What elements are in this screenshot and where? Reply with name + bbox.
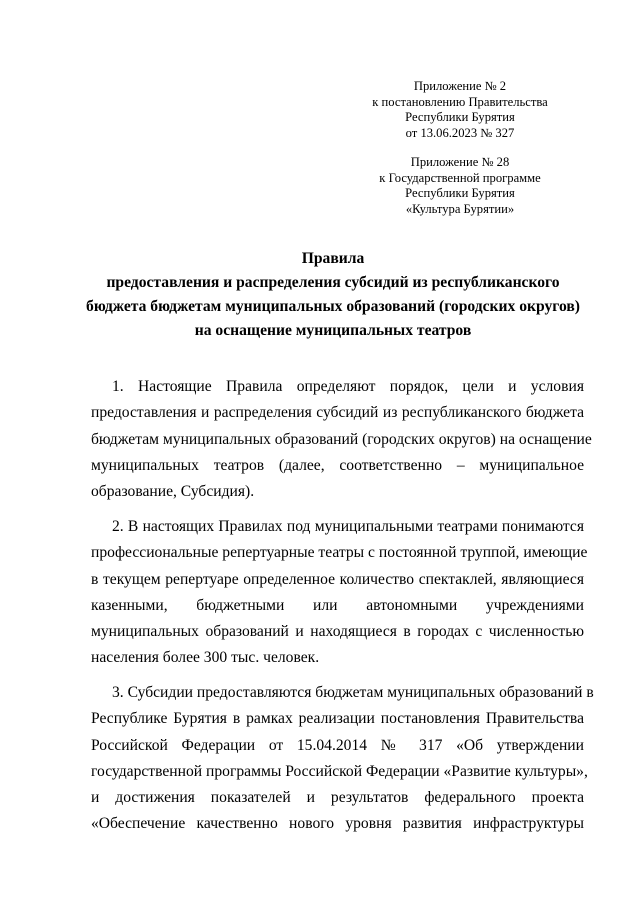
- title-line: предоставления и распределения субсидий из республиканского: [106, 274, 560, 291]
- appendix-2-line: к Государственной программе: [379, 170, 541, 185]
- paragraph-1: [91, 374, 592, 505]
- title-line: Правила: [301, 250, 365, 267]
- paragraph-3: [91, 680, 594, 838]
- title-line: бюджета бюджетам муниципальных образований (городских округов): [86, 298, 580, 315]
- paragraph-line: в текущем репертуаре определенное количество спектаклей, являющиеся: [91, 570, 584, 588]
- paragraph-line: образование, Субсидия).: [91, 483, 255, 501]
- appendix-2-line: Республики Бурятия: [405, 186, 515, 201]
- appendix-2-line: Приложение № 28: [410, 155, 510, 169]
- paragraph-line: муниципальных образований и находящиеся в городах с численностью: [91, 623, 584, 641]
- appendix-header-1: [360, 79, 560, 141]
- appendix-header-2: [360, 155, 560, 217]
- paragraph-line: «Обеспечение качественно нового уровня развития инфраструктуры: [91, 815, 584, 833]
- paragraph-line: бюджетам муниципальных образований (городских округов) на оснащение: [91, 430, 592, 448]
- paragraph-line: 1. Настоящие Правила определяют порядок, цели и условия: [112, 378, 584, 395]
- paragraph-2: [91, 514, 588, 672]
- paragraph-line: предоставления и распределения субсидий из республиканского бюджета: [91, 404, 584, 422]
- paragraph-line: 3. Субсидии предоставляются бюджетам муниципальных образований в: [112, 684, 594, 701]
- paragraph-line: населения более 300 тыс. человек.: [91, 649, 320, 667]
- title-line: на оснащение муниципальных театров: [194, 322, 472, 339]
- paragraph-line: казенными, бюджетными или автономными учреждениями: [91, 596, 584, 614]
- appendix-2-line: «Культура Бурятии»: [405, 201, 515, 216]
- paragraph-line: 2. В настоящих Правилах под муниципальными театрами понимаются: [112, 518, 584, 535]
- document-title: [80, 247, 586, 343]
- appendix-1-line: от 13.06.2023 № 327: [405, 125, 515, 140]
- paragraph-line: и достижения показателей и результатов федерального проекта: [91, 789, 584, 807]
- paragraph-line: Республике Бурятия в рамках реализации постановления Правительства: [91, 710, 584, 728]
- appendix-1-line: Республики Бурятия: [405, 110, 515, 125]
- appendix-1-line: к постановлению Правительства: [372, 94, 548, 109]
- paragraph-line: Российской Федерации от 15.04.2014 № 317 «Об утверждении: [91, 736, 584, 754]
- appendix-1-line: Приложение № 2: [413, 79, 507, 93]
- paragraph-line: муниципальных театров (далее, соответственно – муниципальное: [91, 456, 584, 474]
- paragraph-line: профессиональные репертуарные театры с постоянной труппой, имеющие: [91, 544, 588, 562]
- paragraph-line: государственной программы Российской Федерации «Развитие культуры»,: [91, 762, 588, 780]
